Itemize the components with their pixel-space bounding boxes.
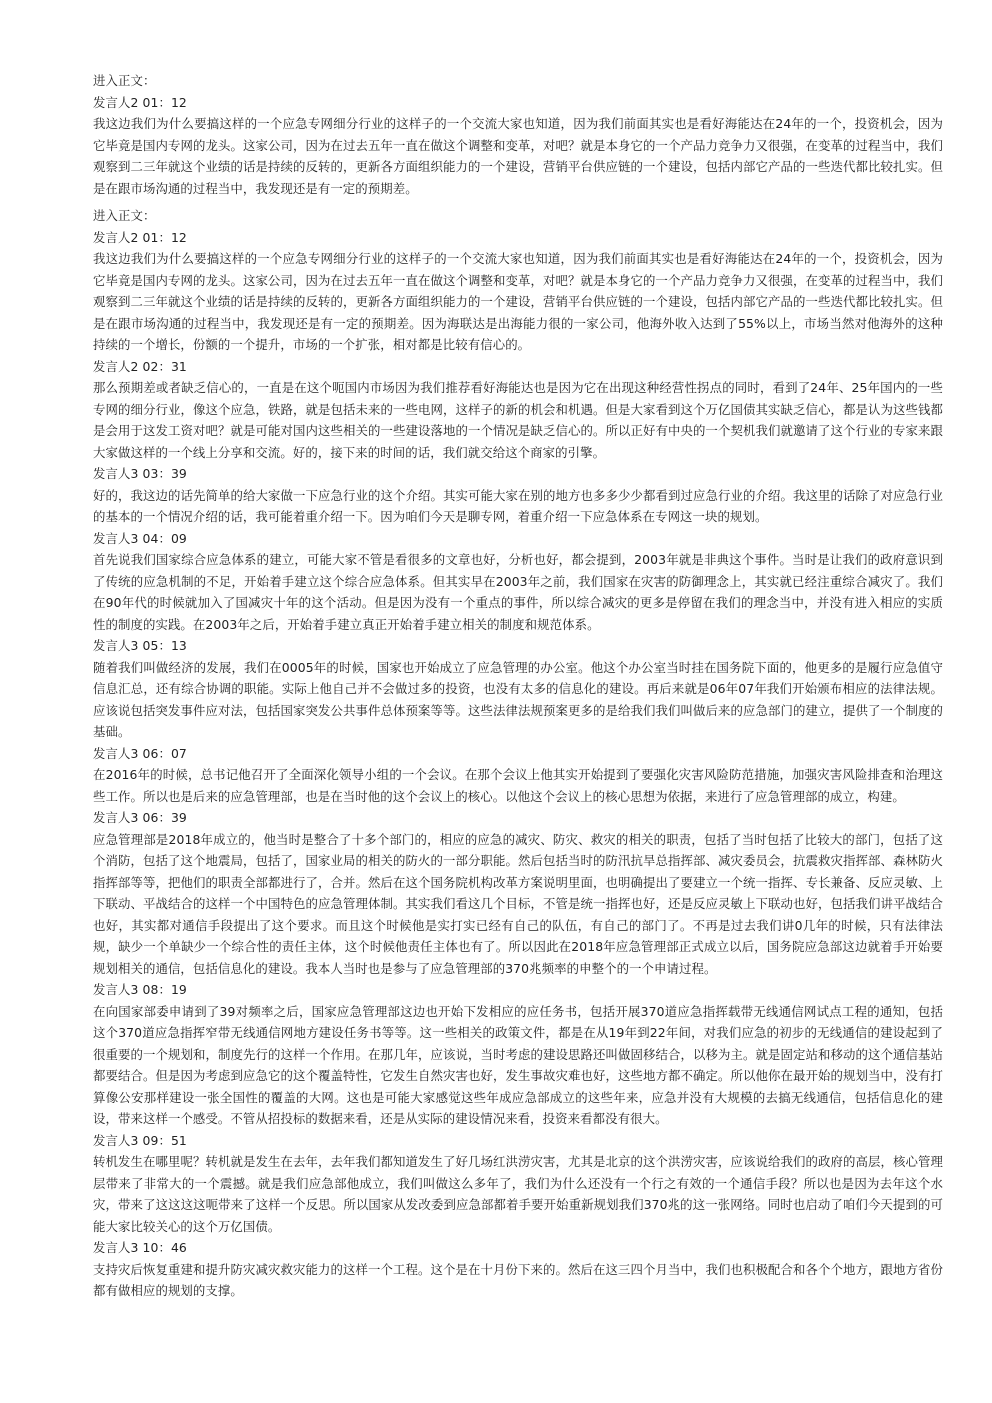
speaker-timestamp: 发言人3 04：09 <box>93 530 187 546</box>
section-intro-label: 进入正文： <box>93 208 156 223</box>
speaker-timestamp: 发言人3 09：51 <box>93 1132 187 1148</box>
speaker-timestamp: 发言人3 06：07 <box>93 745 187 761</box>
speaker-timestamp: 发言人3 06：39 <box>93 810 187 825</box>
speaker-timestamp: 发言人2 02：31 <box>93 358 187 374</box>
speech-paragraph: 随着我们叫做经济的发展，我们在0005年的时候，国家也开始成立了应急管理的办公室。他这个办公室当时挂在国务院下面的，他更多的是履行应急值守信息汇总，还有综合协调的职能。实际上他自己并不会做过多的投资，也没有太多的信息化的建设。再后来就是06年07年我们开始颁布相应的法律法规。应该说包括突发事件应对法，包括国家突发公共事件总体预案等等。这些法律法规预案更多的是给我们我们叫做后来的应急部门的建立，提供了一个制度的基础。 <box>93 659 943 739</box>
speaker-timestamp: 发言人3 10：46 <box>93 1240 187 1255</box>
speech-paragraph: 首先说我们国家综合应急体系的建立，可能大家不管是看很多的文章也好，分析也好，都会提到，2003年就是非典这个事件。当时是让我们的政府意识到了传统的应急机制的不足，开始着手建立这个综合应急体系。但其实早在2003年之前，我们国家在灾害的防御理念上，其实就已经注重综合减灾了。我们在90年代的时候就加入了国减灾十年的这个活动。但是因为没有一个重点的事件，所以综合减灾的更多是停留在我们的理念当中，并没有进入相应的实质性的制度的实践。在2003年之后，开始着手建立真正开始着手建立相关的制度和规范体系。 <box>93 552 943 632</box>
transcript-section <box>93 70 943 199</box>
speaker-timestamp: 发言人2 01：12 <box>93 94 187 110</box>
speaker-timestamp: 发言人3 05：13 <box>93 638 187 653</box>
speech-paragraph: 在2016年的时候，总书记他召开了全面深化领导小组的一个会议。在那个会议上他其实开始提到了要强化灾害风险防范措施，加强灾害风险排查和治理这些工作。所以也是后来的应急管理部，也是在当时他的这个会议上的核心。以他这个会议上的核心思想为依据，来进行了应急管理部的成立，构建。 <box>93 767 943 804</box>
speech-paragraph: 在向国家部委申请到了39对频率之后，国家应急管理部这边也开始下发相应的应任务书，包括开展370道应急指挥载带无线通信网试点工程的通知，包括这个370道应急指挥窄带无线通信网地方建设任务书等等。这一些相关的政策文件，都是在从19年到22年间，对我们应急的初步的无线通信的建设起到了很重要的一个规划和，制度先行的这样一个作用。在那几年，应该说，当时考虑的建设思路还叫做固移结合，以移为主。就是固定站和移动的这个通信基站都要结合。但是因为考虑到应急它的这个覆盖特性，它发生自然灾害也好，发生事故灾难也好，这些地方都不确定。所以他你在最开始的规划当中，没有打算像公安那样建设一张全国性的覆盖的大网。这也是可能大家感觉这些年成应急部成立的这些年来，应急并没有大规模的去搞无线通信，包括信息化的建设，带来这样一个感受。不管从招投标的数据来看，还是从实际的建设情况来看，投资来看都没有很大。 <box>93 1003 943 1126</box>
section-intro-label: 进入正文： <box>93 73 156 88</box>
speech-paragraph: 支持灾后恢复重建和提升防灾减灾救灾能力的这样一个工程。这个是在十月份下来的。然后在这三四个月当中，我们也积极配合和各个个地方，跟地方省份都有做相应的规划的支撑。 <box>93 1261 943 1298</box>
speech-paragraph: 那么预期差或者缺乏信心的，一直是在这个呃国内市场因为我们推荐看好海能达也是因为它在出现这种经营性拐点的同时，看到了24年、25年国内的一些专网的细分行业，像这个应急，铁路，就是包括未来的一些电网，这样子的新的机会和机遇。但是大家看到这个万亿国债其实缺乏信心，都是认为这些钱都是会用于这发工资对吧？就是可能对国内这些相关的一些建设落地的一个情况是缺乏信心的。所以正好有中央的一个契机我们就邀请了这个行业的专家来跟大家做这样的一个线上分享和交流。好的，接下来的时间的话，我们就交给这个商家的引擎。 <box>93 380 943 460</box>
speech-paragraph: 转机发生在哪里呢？转机就是发生在去年，去年我们都知道发生了好几场红洪涝灾害，尤其是北京的这个洪涝灾害，应该说给我们的政府的高层，核心管理层带来了非常大的一个震撼。就是我们应急部他成立，我们叫做这么多年了，我们为什么还没有一个行之有效的一个通信手段？所以也是因为去年这个水灾，带来了这这这这呃带来了这样一个反思。所以国家从发改委到应急部都着手要开始重新规划我们370兆的这一张网络。同时也启动了咱们今天提到的可能大家比较关心的这个万亿国债。 <box>93 1154 943 1234</box>
speech-paragraph: 我这边我们为什么要搞这样的一个应急专网细分行业的这样子的一个交流大家也知道，因为我们前面其实也是看好海能达在24年的一个，投资机会，因为它毕竟是国内专网的龙头。这家公司，因为在过去五年一直在做这个调整和变革，对吧？就是本身它的一个产品力竞争力又很强，在变革的过程当中，我们观察到二三年就这个业绩的话是持续的反转的，更新各方面组织能力的一个建设，营销平台供应链的一个建设，包括内部它产品的一些迭代都比较扎实。但是在跟市场沟通的过程当中，我发现还是有一定的预期差。 <box>93 116 943 196</box>
transcript-document <box>93 70 943 1302</box>
speaker-timestamp: 发言人3 03：39 <box>93 466 187 481</box>
transcript-section <box>93 205 943 1302</box>
speech-paragraph: 好的，我这边的话先简单的给大家做一下应急行业的这个介绍。其实可能大家在别的地方也多多少少都看到过应急行业的介绍。我这里的话除了对应急行业的基本的一个情况介绍的话，我可能着重介绍一下。因为咱们今天是聊专网，着重介绍一下应急体系在专网这一块的规划。 <box>93 487 943 524</box>
speaker-timestamp: 发言人3 08：19 <box>93 982 187 997</box>
speaker-timestamp: 发言人2 01：12 <box>93 229 187 245</box>
speech-paragraph: 我这边我们为什么要搞这样的一个应急专网细分行业的这样子的一个交流大家也知道，因为我们前面其实也是看好海能达在24年的一个，投资机会，因为它毕竟是国内专网的龙头。这家公司，因为在过去五年一直在做这个调整和变革，对吧？就是本身它的一个产品力竞争力又很强，在变革的过程当中，我们观察到二三年就这个业绩的话是持续的反转的，更新各方面组织能力的一个建设，营销平台供应链的一个建设，包括内部它产品的一些迭代都比较扎实。但是在跟市场沟通的过程当中，我发现还是有一定的预期差。因为海联达是出海能力很的一家公司，他海外收入达到了55%以上，市场当然对他海外的这种持续的一个增长，份额的一个提升，市场的一个扩张，相对都是比较有信心的。 <box>93 251 943 352</box>
speech-paragraph: 应急管理部是2018年成立的，他当时是整合了十多个部门的，相应的应急的减灾、防灾、救灾的相关的职责，包括了当时包括了比较大的部门，包括了这个消防，包括了这个地震局，包括了，国家业局的相关的防火的一部分职能。然后包括当时的防汛抗旱总指挥部、减灾委员会，抗震救灾指挥部、森林防火指挥部等等，把他们的职责全部都进行了，合并。然后在这个国务院机构改革方案说明里面，也明确提出了要建立一个统一指挥、专长兼备、反应灵敏、上下联动、平战结合的这样一个中国特色的应急管理体制。其实我们看这几个目标，不管是统一指挥也好，还是反应灵敏上下联动也好，包括我们讲平战结合也好，其实都对通信手段提出了这个要求。而且这个时候他是实打实已经有自己的队伍，有自己的部门了。不再是过去我们讲0几年的时候，只有法律法规，缺少一个单缺少一个综合性的责任主体，这个时候他责任主体也有了。所以因此在2018年应急管理部正式成立以后，国务院应急部这边就着手开始要规划相关的通信，包括信息化的建设。我本人当时也是参与了应急管理部的370兆频率的申整个的一个申请过程。 <box>93 831 943 976</box>
